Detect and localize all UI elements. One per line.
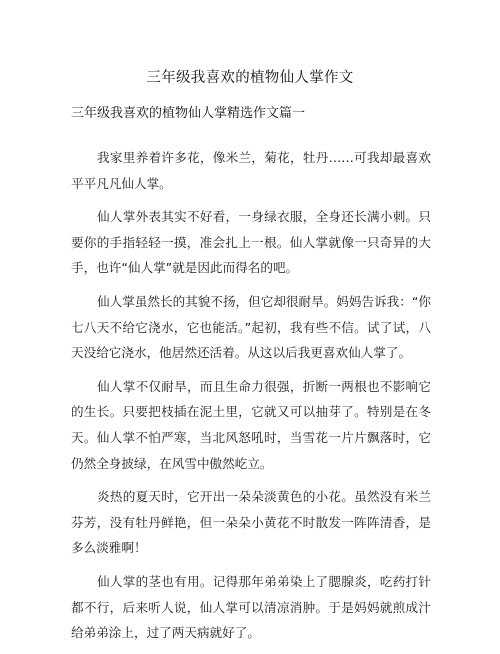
paragraph: 炎热的夏天时，它开出一朵朵淡黄色的小花。虽然没有米兰芬芳，没有牡丹鲜艳，但一朵朵小黄花不时散发一阵阵清香，是多么淡雅啊！ <box>71 489 431 556</box>
document-title: 三年级我喜欢的植物仙人掌作文 <box>146 70 354 86</box>
paragraph: 仙人掌外表其实不好看，一身绿衣服，全身还长满小刺。只要你的手指轻轻一摸，准会扎上一根。仙人掌就像一只奇异的大手，也许“仙人掌”就是因此而得名的吧。 <box>71 209 431 276</box>
document-body <box>71 145 431 654</box>
paragraph: 我家里养着许多花，像米兰，菊花，牡丹……可我却最喜欢平平凡凡仙人掌。 <box>71 150 431 191</box>
paragraph: 仙人掌虽然长的其貌不扬，但它却很耐旱。妈妈告诉我：“你七八天不给它浇水，它也能活。”起初，我有些不信。试了试，八天没给它浇水，他居然还活着。从这以后我更喜欢仙人掌了。 <box>71 293 431 361</box>
document-subtitle: 三年级我喜欢的植物仙人掌精选作文篇一 <box>71 106 306 121</box>
paragraph: 仙人掌不仅耐旱，而且生命力很强，折断一两根也不影响它的生长。只要把枝插在泥土里，它就又可以抽芽了。特别是在冬天。仙人掌不怕严寒，当北风怒吼时，当雪花一片片飘落时，它仍然全身披绿，在风雪中傲然屹立。 <box>71 378 431 471</box>
paragraph: 仙人掌的茎也有用。记得那年弟弟染上了腮腺炎，吃药打针都不行，后来听人说，仙人掌可以清凉消肿。于是妈妈就煎成汁给弟弟涂上，过了两天病就好了。 <box>71 573 431 641</box>
